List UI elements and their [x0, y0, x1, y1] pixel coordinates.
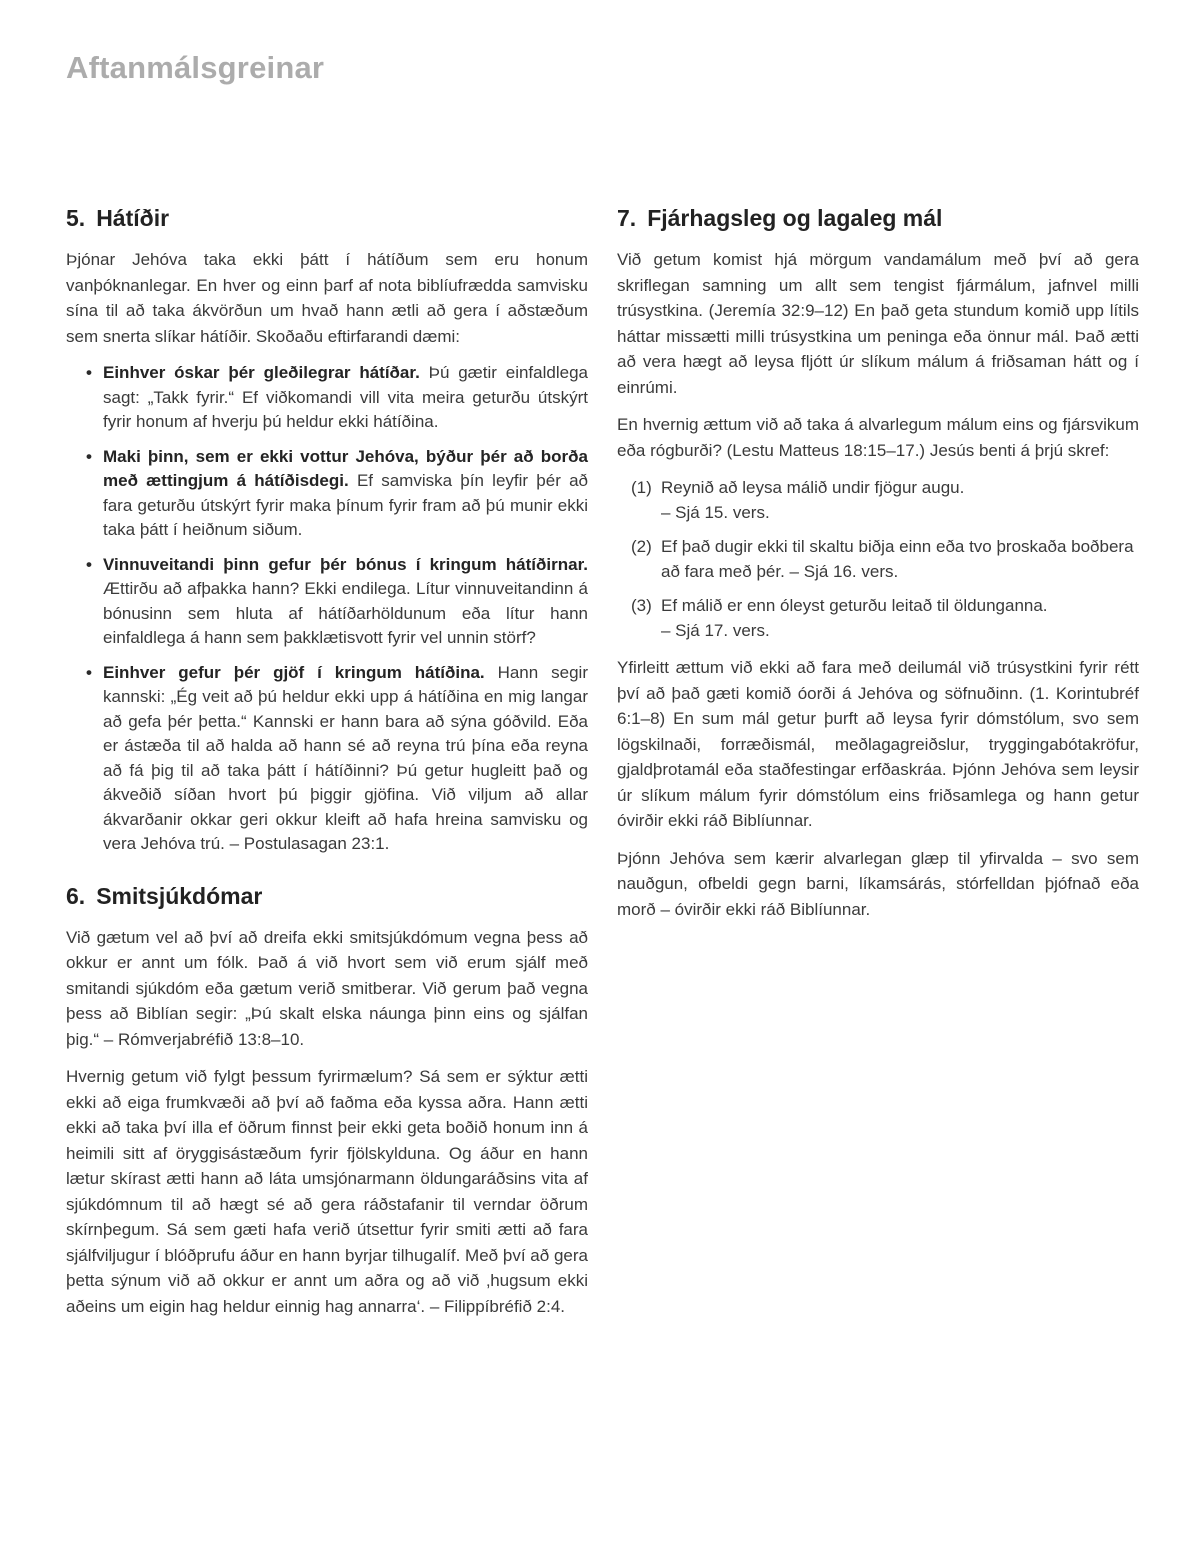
list-item — [66, 445, 588, 543]
step-item — [617, 534, 1139, 584]
bullet-lead: Einhver óskar þér gleðilegrar hátíðar. — [103, 363, 420, 382]
step-text: Ef málið er enn óleyst geturðu leitað til öldunganna. — [661, 596, 1048, 615]
bullet-text: Þú gætir einfaldlega sagt: „Takk fyrir.“ Ef viðkomandi vill vita meira geturðu útskýrt fyrir honum af hverju þú heldur ekki hátíðina. — [103, 363, 588, 431]
page-title: Aftanmálsgreinar — [66, 50, 325, 85]
two-column-layout — [66, 203, 1139, 1331]
section-7-fjarhagsleg-og-lagaleg-mal — [617, 203, 1139, 922]
step-item — [617, 475, 1139, 525]
step-number: (3) — [631, 596, 652, 615]
paragraph: Yfirleitt ættum við ekki að fara með deilumál við trúsystkini fyrir rétt því að það gæti komið óorði á Jehóva og söfnuðinn. (1. Korintubréf 6:1–8) En sum mál getur þurft að leysa fyrir dómstólum, svo sem lögskilnaði, forræðismál, meðlagagreiðslur, tryggingabótakröfur, gjaldþrotamál eða staðfestingar erfðaskráa. Þjónn Jehóva sem leysir úr slíkum málum fyrir dómstólum eins friðsamlega og hann getur óvirðir ekki ráð Biblíunnar. — [617, 658, 1139, 830]
right-column — [617, 203, 1139, 1331]
section-number: 6. — [66, 882, 86, 909]
section-title: Fjárhagsleg og lagaleg mál — [647, 205, 943, 231]
section-title: Smitsjúkdómar — [96, 882, 263, 909]
paragraph: Þjónn Jehóva sem kærir alvarlegan glæp til yfirvalda – svo sem nauðgun, ofbeldi gegn barni, líkamsárás, stórfelldan þjófnað eða morð – óvirðir ekki ráð Biblíunnar. — [617, 848, 1139, 919]
intro-paragraph: Þjónar Jehóva taka ekki þátt í hátíðum sem eru honum vanþóknanlegar. En hver og einn þarf af nota biblíufrædda samvisku sína til að taka ákvörðun um hvað hann ætli að gera í aðstæðum sem snerta slíkar hátíðir. Skoðaðu eftirfarandi dæmi: — [66, 250, 588, 346]
step-text: Ef það dugir ekki til skaltu biðja einn eða tvo þroskaða boðbera að fara með þér. — [661, 537, 1134, 581]
list-item — [66, 361, 588, 435]
bullet-lead: Vinnuveitandi þinn gefur þér bónus í kringum hátíðirnar. — [103, 554, 588, 574]
section-5-hatidir — [66, 203, 588, 857]
paragraph: Við getum komist hjá mörgum vandamálum með því að gera skriflegan samning um allt sem tengist fjármálum, jafnvel milli trúsystkina. (Jeremía 32:9–12) En það geta stundum komið upp lítils háttar missætti milli trúsystkina um peninga eða önnur mál. Það ætti að vera hægt að leysa fljótt úr slíkum málum á friðsaman hátt og í einrúmi. — [617, 250, 1139, 397]
section-heading — [66, 881, 588, 912]
verse-reference: – Sjá 15. vers. — [661, 503, 770, 522]
bullet-text: Ættirðu að afþakka hann? Ekki endilega. Lítur vinnuveitandinn á bónusinn sem hluta af hátíðarhöldunum eða lítur hann einfaldlega á hann sem þakklætisvott fyrir vel unnin störf? — [103, 579, 588, 647]
section-title: Hátíðir — [96, 205, 170, 231]
step-text: Reynið að leysa málið undir fjögur augu. — [661, 478, 965, 497]
section-number: 5. — [66, 205, 86, 231]
left-column — [66, 203, 588, 1331]
numbered-step-list — [617, 475, 1139, 643]
list-item — [66, 661, 588, 857]
paragraph: Hvernig getum við fylgt þessum fyrirmælum? Sá sem er sýktur ætti ekki að eiga frumkvæði að því að faðma eða kyssa aðra. Hann ætti ekki að taka því illa ef öðrum finnst þeir ekki geta boðið honum inn á heimili sitt af öryggisástæðum fyrir fjölskylduna. Og áður en hann lætur skírast ætti hann að láta umsjónarmann öldungaráðsins vita af sjúkdómnum til að hægt sé að gera ráðstafanir til verndar öðrum skírnþegum. Sá sem gæti hafa verið útsettur fyrir smiti ætti að fara sjálfviljugur í blóðprufu áður en hann byrjar tilhugalíf. Með því að gera þetta sýnum við að okkur er annt um aðra og að við ‚hugsum ekki aðeins um eigin hag heldur einnig hag annarra‘. – Filippíbréfið 2:4. — [66, 1067, 588, 1316]
step-number: (1) — [631, 478, 652, 497]
list-item — [66, 553, 588, 651]
section-6-smitsjukdomar — [66, 881, 588, 1320]
section-number: 7. — [617, 205, 637, 231]
bullet-text: Ef samviska þín leyfir þér að fara geturðu útskýrt fyrir maka þínum fyrir fram að þú munir ekki taka þátt í heiðnum siðum. — [103, 471, 588, 539]
step-item — [617, 593, 1139, 643]
bullet-list — [66, 361, 588, 857]
step-number: (2) — [631, 537, 652, 556]
verse-reference: – Sjá 16. vers. — [789, 562, 899, 581]
paragraph: Við gætum vel að því að dreifa ekki smitsjúkdómum vegna þess að okkur er annt um fólk. Það á við hvort sem við erum sjálf með smitandi sjúkdóm eða gætum verið smitberar. Við gerum það vegna þess að Biblían segir: „Þú skalt elska náunga þinn eins og sjálfan þig.“ – Rómverjabréfið 13:8–10. — [66, 927, 588, 1049]
bullet-text: Hann segir kannski: „Ég veit að þú heldur ekki upp á hátíðina en mig langar að gefa þér þetta.“ Kannski er hann bara að sýna góðvild. Eða er ástæða til að halda að hann sé að reyna trú þína eða reyna að fá þig til að taka þátt í hátíðinni? Þú getur hugleitt það og ákveðið síðan hvort þú þiggir gjöfina. Við viljum að allar ákvarðanir okkar geri okkur kleift að hafa hreina samvisku og vera Jehóva trú. – Postulasagan 23:1. — [103, 662, 588, 853]
verse-reference: – Sjá 17. vers. — [661, 621, 770, 640]
paragraph: En hvernig ættum við að taka á alvarlegum málum eins og fjársvikum eða rógburði? (Lestu Matteus 18:15–17.) Jesús benti á þrjú skref: — [617, 415, 1139, 460]
section-heading — [66, 203, 588, 234]
bullet-lead: Einhver gefur þér gjöf í kringum hátíðina. — [103, 662, 485, 682]
bullet-lead: Maki þinn, sem er ekki vottur Jehóva, býður þér að borða með ættingjum á hátíðisdegi. — [103, 446, 588, 490]
section-heading — [617, 203, 1139, 234]
